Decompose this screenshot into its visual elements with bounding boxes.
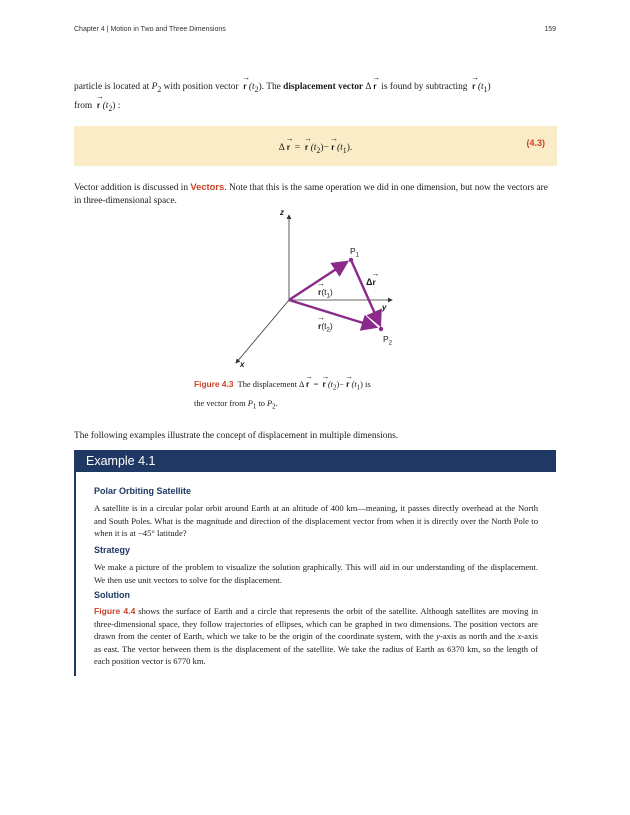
vector-r: → r [306,374,309,392]
strategy-heading: Strategy [94,545,131,555]
intro-text: . The [261,82,281,92]
equation-number: (4.3) [526,138,545,148]
math-period: . [349,143,353,153]
caption-text: . [275,398,278,408]
p-letter: P [383,334,389,344]
p-letter: P [350,246,356,256]
math-paren: ) [360,380,363,389]
term-displacement-vector: displacement vector [283,82,364,92]
para-text: . Note that this is the same operation we did in one dimension, but now the vectors are in three-dimensional space. [74,183,548,206]
math-t: (t [321,287,327,297]
math-sub: 1 [342,145,347,155]
intro-text: is found by subtracting [381,82,468,92]
math-p: P [247,398,253,408]
intro-text: : [117,101,121,111]
point-p2 [379,327,383,331]
vector-r: → r [373,77,376,93]
caption-text: is [365,380,371,389]
math-paren: ) [487,82,491,92]
math-paren: ) [320,143,324,153]
math-paren: ) [336,380,340,389]
vector-r: → r [331,139,334,152]
solution-text-part: -axis as north and the [439,631,515,641]
figure-4-4-link[interactable]: Figure 4.4 [94,606,136,616]
p-sub: 1 [355,252,360,259]
chapter-header: Chapter 4 | Motion in Two and Three Dimensions [74,26,226,33]
math-t: (t [310,143,317,153]
x-axis-label: x [240,360,245,369]
examples-intro: The following examples illustrate the concept of displacement in multiple dimensions. [74,431,399,441]
intro-text: from [74,101,93,111]
math-delta: Δ [366,277,373,287]
vector-r: → r [318,284,321,297]
vector-r: → r [97,96,100,112]
math-sub: 2 [333,383,337,392]
math-t: (t [336,143,343,153]
caption-text: the vector from [194,398,246,408]
p1-label [350,246,359,259]
vector-r: → r [322,374,325,392]
figure-caption [194,374,444,414]
math-sub: 2 [316,145,321,155]
math-minus: − [323,143,329,153]
y-axis-label: y [382,303,387,312]
math-sub: 2 [272,402,276,411]
math-y: y [436,631,440,641]
vector-r: → r [318,318,321,331]
intro-text: particle is located at [74,82,150,92]
math-minus: − [339,380,345,389]
math-x: x [517,631,522,641]
math-sub: 1 [252,402,257,411]
problem-text: A satellite is in a circular polar orbit around Earth at an altitude of 400 km—meaning, it passes directly overhead at the North and South Poles. What is the magnitude and direction of the displacement vector from when it is directly over the North Pole to when it is at [94,503,538,538]
math-equals: = [294,143,301,153]
math-paren: ) [112,101,116,111]
vector-r: → r [372,274,375,287]
vectors-link[interactable]: Vectors [190,181,225,192]
p2-label [383,334,392,347]
math-p: P [267,398,273,408]
math-paren: ) [329,321,333,331]
page-number: 159 [544,26,556,33]
intro-text: with position vector [163,82,239,92]
example-problem [94,502,538,540]
math-equals: = [313,380,319,389]
caption-text: to [258,398,265,408]
math-t: (t [351,380,357,389]
math-paren: ) [258,82,262,92]
math-delta: Δ [299,380,304,389]
x-axis [236,300,289,363]
math-sub: 2 [108,103,113,113]
delta-r-label [366,274,376,287]
math-t: (t [248,82,255,92]
vector-r: → r [346,374,349,392]
r-t1-label [318,284,333,300]
strategy-text: We make a picture of the problem to visualize the solution graphically. This will aid in our understanding of the displacement. We then use unit vectors to solve for the displacement. [94,562,538,585]
p-sub: 2 [388,340,393,347]
solution-text [94,605,538,668]
vector-r: → r [305,139,308,152]
math-t: (t [327,380,333,389]
math-t: (t [321,321,327,331]
math-sub: 2 [157,84,162,94]
math-sub: 1 [356,383,361,392]
math-p: P [151,82,158,92]
solution-heading: Solution [94,590,130,600]
math-paren: ) [329,287,333,297]
example-heading: Polar Orbiting Satellite [94,486,192,496]
example-left-rule [74,472,76,676]
math-delta: Δ [278,143,285,153]
vector-r: → r [472,77,475,93]
r-t2-label [318,318,333,334]
math-paren: ) [346,143,350,153]
vector-r: → r [243,77,246,93]
example-header: Example 4.1 [74,450,556,472]
para-text: Vector addition is discussed in [74,183,189,193]
solution-text-part: shows the surface of Earth and a circle that represents the orbit of the satellite. Although satellites are moving in three-dimensional space, they follow trajectories of ellipses, which can be graphed in two dimensions. The position vectors are drawn from the center of Earth, which we take to be the origin of the coordinate system, with the [94,606,538,641]
math-sub: 2 [326,327,330,334]
problem-text: latitude? [156,528,187,538]
math-angle: −45° [137,528,155,538]
figure-label: Figure 4.3 [194,379,234,389]
z-axis-label: z [280,208,284,217]
math-sub: 2 [254,84,259,94]
math-sub: 1 [483,84,488,94]
vector-r: → r [287,139,290,152]
math-t: (t [102,101,109,111]
solution-text-part: -axis as east. The vector between them is the displacement of the satellite. We take the radius of Earth as 6370 km, so the length of each position vector is 6770 km. [94,631,538,666]
math-delta: Δ [365,82,371,92]
math-t: (t [477,82,484,92]
math-sub: 1 [326,293,330,300]
caption-text: The displacement [237,380,297,389]
